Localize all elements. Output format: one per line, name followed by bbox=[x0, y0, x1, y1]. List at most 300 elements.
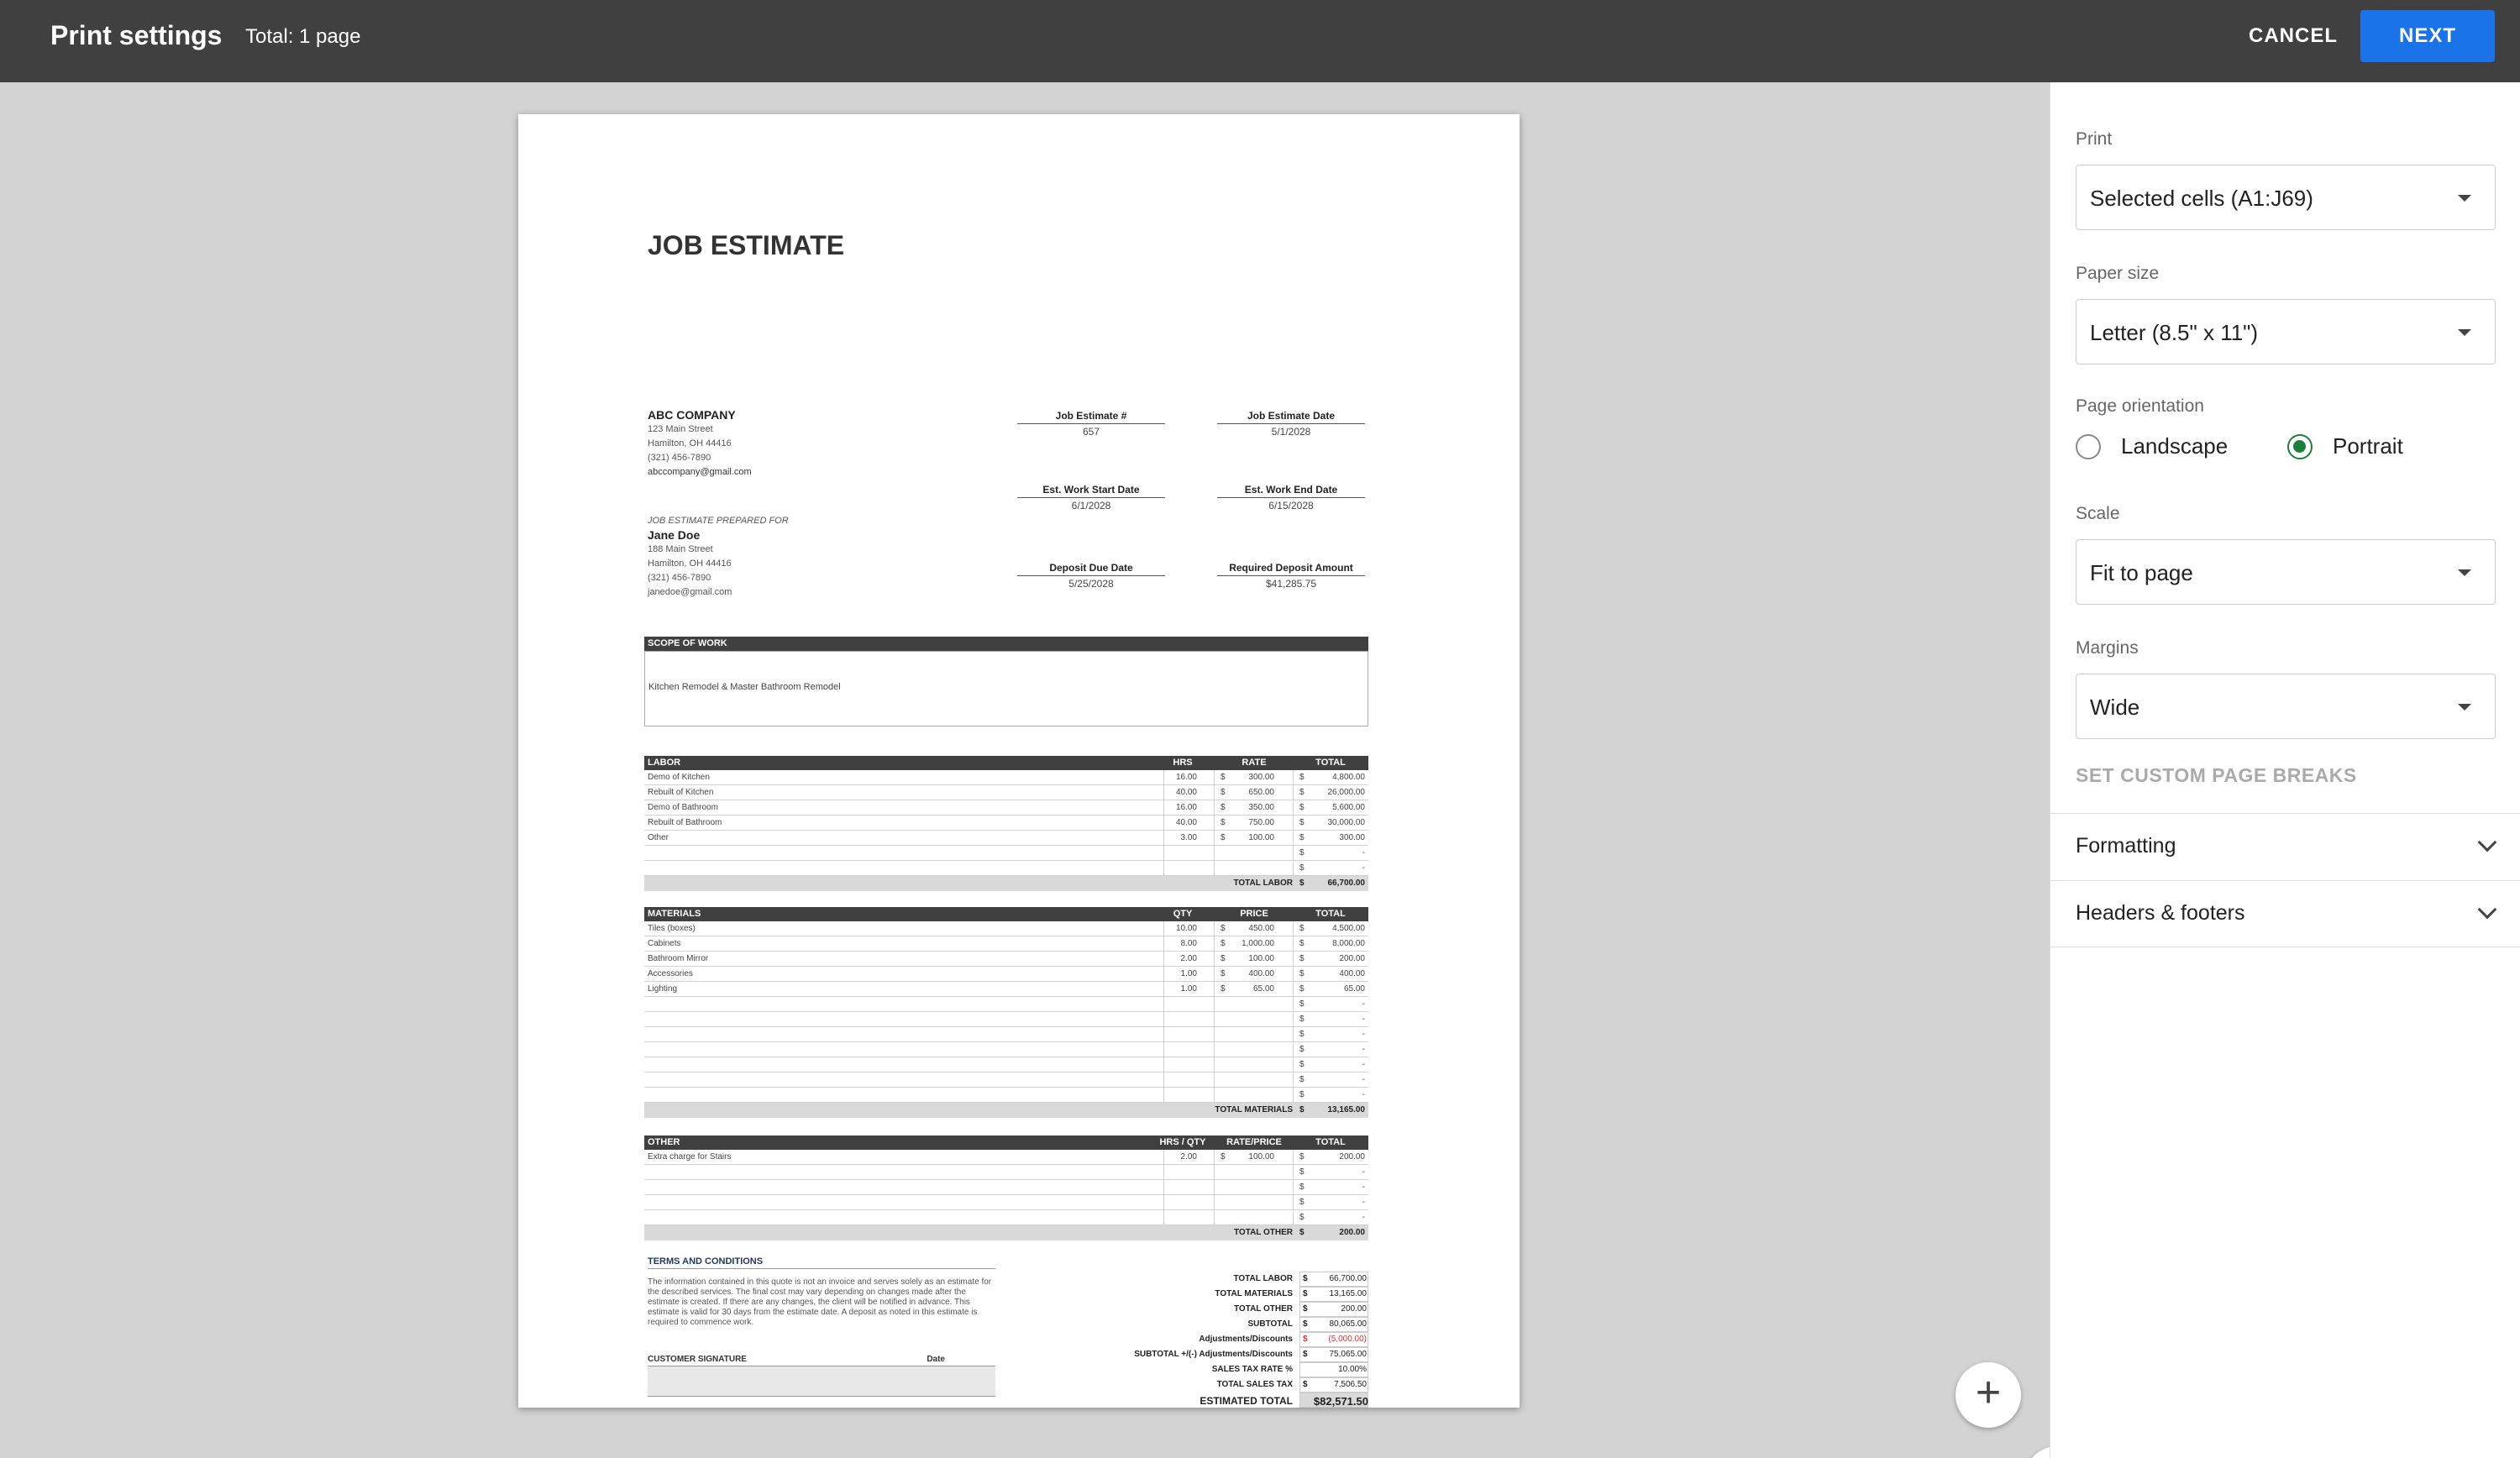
currency-symbol: $ bbox=[1221, 803, 1226, 812]
totals-value: 80,065.00 bbox=[1329, 1319, 1367, 1329]
row-description: Demo of Bathroom bbox=[648, 803, 718, 812]
column-divider bbox=[1293, 1150, 1294, 1165]
column-divider bbox=[1214, 785, 1215, 800]
table-row bbox=[644, 921, 1368, 936]
preview-page bbox=[518, 114, 1520, 1408]
row-total: 30,000.00 bbox=[1327, 818, 1365, 827]
table-row bbox=[644, 785, 1368, 800]
field-estimate-number bbox=[1017, 410, 1165, 438]
row-total: 26,000.00 bbox=[1327, 788, 1365, 797]
totals-label: TOTAL OTHER bbox=[1234, 1304, 1293, 1314]
row-total: - bbox=[1362, 1198, 1365, 1207]
currency-symbol: $ bbox=[1303, 1274, 1308, 1283]
column-divider bbox=[1214, 936, 1215, 952]
currency-symbol: $ bbox=[1303, 1304, 1308, 1314]
table-row bbox=[644, 936, 1368, 952]
column-divider bbox=[1293, 1073, 1294, 1088]
field-label: Job Estimate Date bbox=[1217, 410, 1365, 424]
custom-page-breaks-button[interactable]: SET CUSTOM PAGE BREAKS bbox=[2076, 764, 2357, 786]
signature-label: CUSTOMER SIGNATURE bbox=[648, 1355, 747, 1364]
other-total-row bbox=[644, 1225, 1368, 1240]
column-divider bbox=[1293, 1042, 1294, 1057]
row-total: 4,500.00 bbox=[1332, 924, 1365, 933]
column-divider bbox=[1293, 1195, 1294, 1210]
column-divider bbox=[1293, 770, 1294, 785]
orientation-label: Page orientation bbox=[2076, 396, 2204, 416]
row-quantity: 8.00 bbox=[1180, 939, 1197, 948]
field-label: Deposit Due Date bbox=[1017, 562, 1165, 576]
currency-symbol: $ bbox=[1299, 939, 1305, 948]
currency-symbol: $ bbox=[1299, 773, 1305, 782]
totals-row bbox=[1068, 1287, 1368, 1302]
headers-footers-label: Headers & footers bbox=[2076, 901, 2245, 925]
column-divider bbox=[1214, 1042, 1215, 1057]
paper-size-select[interactable] bbox=[2076, 299, 2496, 364]
column-divider bbox=[1163, 1210, 1164, 1225]
scope-section bbox=[644, 637, 1368, 726]
row-rate: 400.00 bbox=[1248, 969, 1274, 978]
other-section bbox=[644, 1135, 1368, 1240]
column-divider bbox=[1214, 1088, 1215, 1103]
column-divider bbox=[1163, 1165, 1164, 1180]
table-row bbox=[644, 982, 1368, 997]
field-start-date bbox=[1017, 484, 1165, 511]
row-total: - bbox=[1362, 1213, 1365, 1222]
column-divider bbox=[1214, 831, 1215, 846]
section-title: LABOR bbox=[648, 758, 681, 768]
currency-symbol: $ bbox=[1299, 788, 1305, 797]
column-divider bbox=[1293, 1057, 1294, 1073]
sum-value: 13,165.00 bbox=[1327, 1105, 1365, 1114]
currency-symbol: $ bbox=[1221, 773, 1226, 782]
row-quantity: 40.00 bbox=[1175, 818, 1197, 827]
page-count: Total: 1 page bbox=[245, 25, 361, 48]
currency-symbol: $ bbox=[1221, 1152, 1226, 1162]
column-divider bbox=[1163, 1195, 1164, 1210]
col-qty-header: QTY bbox=[1173, 909, 1193, 919]
company-phone: (321) 456-7890 bbox=[648, 453, 711, 463]
row-quantity: 3.00 bbox=[1180, 833, 1197, 842]
portrait-label: Portrait bbox=[2333, 433, 2403, 459]
dropdown-arrow-icon bbox=[2458, 195, 2471, 202]
currency-symbol: $ bbox=[1299, 803, 1305, 812]
margins-label: Margins bbox=[2076, 638, 2139, 658]
totals-value: 10.00% bbox=[1338, 1365, 1367, 1374]
signature-box bbox=[648, 1366, 995, 1397]
col-total-header: TOTAL bbox=[1315, 1137, 1346, 1147]
column-divider bbox=[1214, 800, 1215, 816]
totals-row bbox=[1068, 1272, 1368, 1287]
table-row bbox=[644, 1088, 1368, 1103]
currency-symbol: $ bbox=[1299, 878, 1305, 888]
labor-section bbox=[644, 756, 1368, 891]
column-divider bbox=[1163, 1027, 1164, 1042]
column-divider bbox=[1293, 982, 1294, 997]
other-header bbox=[644, 1135, 1368, 1150]
terms-header: TERMS AND CONDITIONS bbox=[648, 1256, 995, 1269]
row-description: Other bbox=[648, 833, 669, 842]
company-name: ABC COMPANY bbox=[648, 408, 736, 422]
currency-symbol: $ bbox=[1299, 1213, 1305, 1222]
currency-symbol: $ bbox=[1299, 1090, 1305, 1099]
row-quantity: 16.00 bbox=[1175, 803, 1197, 812]
column-divider bbox=[1293, 1210, 1294, 1225]
chevron-down-icon bbox=[2478, 900, 2497, 920]
row-rate: 100.00 bbox=[1248, 1152, 1274, 1162]
col-total-header: TOTAL bbox=[1315, 758, 1346, 768]
table-row bbox=[644, 1012, 1368, 1027]
table-row bbox=[644, 1150, 1368, 1165]
field-value: 657 bbox=[1082, 426, 1100, 438]
totals-label: Adjustments/Discounts bbox=[1199, 1335, 1293, 1344]
row-total: - bbox=[1362, 848, 1365, 857]
row-description: Rebuilt of Kitchen bbox=[648, 788, 714, 797]
column-divider bbox=[1214, 1057, 1215, 1073]
column-divider bbox=[1293, 952, 1294, 967]
field-end-date bbox=[1217, 484, 1365, 511]
totals-label: TOTAL LABOR bbox=[1233, 1274, 1293, 1283]
scope-header: SCOPE OF WORK bbox=[644, 637, 1368, 651]
currency-symbol: $ bbox=[1303, 1350, 1308, 1359]
row-total: 400.00 bbox=[1339, 969, 1365, 978]
next-button[interactable]: NEXT bbox=[2360, 10, 2495, 62]
row-rate: 100.00 bbox=[1248, 954, 1274, 963]
dropdown-arrow-icon bbox=[2458, 704, 2471, 711]
column-divider bbox=[1293, 816, 1294, 831]
field-estimate-date bbox=[1217, 410, 1365, 438]
row-rate: 450.00 bbox=[1248, 924, 1274, 933]
row-quantity: 1.00 bbox=[1180, 984, 1197, 994]
table-row bbox=[644, 967, 1368, 982]
doc-title: JOB ESTIMATE bbox=[648, 230, 845, 260]
radio-unchecked-icon bbox=[2076, 434, 2101, 459]
currency-symbol: $ bbox=[1299, 1183, 1305, 1192]
row-description: Cabinets bbox=[648, 939, 681, 948]
column-divider bbox=[1214, 861, 1215, 876]
prepared-for bbox=[648, 514, 789, 600]
totals-row bbox=[1068, 1377, 1368, 1392]
totals-label: TOTAL SALES TAX bbox=[1216, 1380, 1293, 1389]
field-label: Est. Work Start Date bbox=[1017, 484, 1165, 498]
terms-section bbox=[648, 1256, 995, 1397]
totals-row bbox=[1068, 1332, 1368, 1347]
table-row bbox=[644, 861, 1368, 876]
totals-row bbox=[1068, 1317, 1368, 1332]
currency-symbol: $ bbox=[1299, 1045, 1305, 1054]
sum-value: 66,700.00 bbox=[1327, 878, 1365, 888]
row-rate: 300.00 bbox=[1248, 773, 1274, 782]
client-city: Hamilton, OH 44416 bbox=[648, 559, 732, 569]
totals-value: 200.00 bbox=[1341, 1304, 1367, 1314]
column-divider bbox=[1214, 816, 1215, 831]
currency-symbol: $ bbox=[1221, 833, 1226, 842]
row-quantity: 40.00 bbox=[1175, 788, 1197, 797]
column-divider bbox=[1293, 1165, 1294, 1180]
field-value: 6/15/2028 bbox=[1268, 500, 1314, 511]
col-rate-header: PRICE bbox=[1240, 909, 1268, 919]
paper-size-value: Letter (8.5" x 11") bbox=[2090, 320, 2259, 345]
column-divider bbox=[1163, 1042, 1164, 1057]
radio-checked-icon bbox=[2287, 434, 2313, 459]
field-value: 5/25/2028 bbox=[1068, 578, 1114, 590]
column-divider bbox=[1163, 1088, 1164, 1103]
table-row bbox=[644, 997, 1368, 1012]
table-row bbox=[644, 800, 1368, 816]
column-divider bbox=[1214, 967, 1215, 982]
row-quantity: 16.00 bbox=[1175, 773, 1197, 782]
section-title: OTHER bbox=[648, 1137, 680, 1147]
currency-symbol: $ bbox=[1221, 924, 1226, 933]
table-row bbox=[644, 1165, 1368, 1180]
cancel-button[interactable]: CANCEL bbox=[2233, 10, 2354, 62]
column-divider bbox=[1163, 1057, 1164, 1073]
field-label: Est. Work End Date bbox=[1217, 484, 1365, 498]
column-divider bbox=[1214, 770, 1215, 785]
formatting-accordion[interactable] bbox=[2050, 813, 2520, 880]
totals-value: 13,165.00 bbox=[1329, 1289, 1367, 1298]
row-rate: 65.00 bbox=[1252, 984, 1274, 994]
column-divider bbox=[1163, 997, 1164, 1012]
currency-symbol: $ bbox=[1221, 984, 1226, 994]
currency-symbol: $ bbox=[1221, 818, 1226, 827]
column-divider bbox=[1214, 997, 1215, 1012]
col-rate-header: RATE bbox=[1242, 758, 1267, 768]
chevron-down-icon bbox=[2478, 833, 2497, 852]
column-divider bbox=[1293, 1088, 1294, 1103]
table-row bbox=[644, 770, 1368, 785]
column-divider bbox=[1214, 1210, 1215, 1225]
totals-row bbox=[1068, 1392, 1368, 1408]
column-divider bbox=[1293, 1027, 1294, 1042]
row-total: - bbox=[1362, 999, 1365, 1009]
currency-symbol: $ bbox=[1299, 954, 1305, 963]
row-total: 300.00 bbox=[1339, 833, 1365, 842]
totals-value: 66,700.00 bbox=[1329, 1274, 1367, 1283]
currency-symbol: $ bbox=[1303, 1289, 1308, 1298]
currency-symbol: $ bbox=[1299, 924, 1305, 933]
materials-header bbox=[644, 907, 1368, 921]
row-description: Tiles (boxes) bbox=[648, 924, 696, 933]
row-rate: 1,000.00 bbox=[1242, 939, 1274, 948]
row-description: Demo of Kitchen bbox=[648, 773, 710, 782]
row-total: - bbox=[1362, 1183, 1365, 1192]
currency-symbol: $ bbox=[1221, 954, 1226, 963]
row-description: Rebuilt of Bathroom bbox=[648, 818, 722, 827]
currency-symbol: $ bbox=[1299, 863, 1305, 873]
row-total: - bbox=[1362, 1045, 1365, 1054]
currency-symbol: $ bbox=[1299, 1167, 1305, 1177]
table-row bbox=[644, 816, 1368, 831]
portrait-radio[interactable] bbox=[2287, 433, 2403, 459]
column-divider bbox=[1163, 1180, 1164, 1195]
row-quantity: 1.00 bbox=[1180, 969, 1197, 978]
column-divider bbox=[1163, 861, 1164, 876]
row-total: 65.00 bbox=[1343, 984, 1365, 994]
row-quantity: 10.00 bbox=[1175, 924, 1197, 933]
field-deposit-amount bbox=[1217, 562, 1365, 590]
row-total: - bbox=[1362, 1075, 1365, 1084]
signature-row bbox=[648, 1355, 995, 1366]
column-divider bbox=[1214, 952, 1215, 967]
currency-symbol: $ bbox=[1299, 1015, 1305, 1024]
row-total: - bbox=[1362, 1090, 1365, 1099]
scope-body bbox=[644, 651, 1368, 726]
currency-symbol: $ bbox=[1299, 848, 1305, 857]
sum-label: TOTAL MATERIALS bbox=[1215, 1105, 1293, 1114]
column-divider bbox=[1163, 1073, 1164, 1088]
page-title: Print settings bbox=[50, 20, 223, 50]
column-divider bbox=[1293, 800, 1294, 816]
currency-symbol: $ bbox=[1299, 1060, 1305, 1069]
col-qty-header: HRS / QTY bbox=[1159, 1137, 1206, 1147]
materials-section bbox=[644, 907, 1368, 1118]
materials-total-row bbox=[644, 1103, 1368, 1118]
print-preview bbox=[0, 82, 2050, 1458]
totals-row bbox=[1068, 1362, 1368, 1377]
paper-size-label: Paper size bbox=[2076, 264, 2160, 283]
currency-symbol: $ bbox=[1303, 1335, 1308, 1344]
row-total: 8,000.00 bbox=[1332, 939, 1365, 948]
row-total: - bbox=[1362, 863, 1365, 873]
currency-symbol: $ bbox=[1299, 1030, 1305, 1039]
labor-total-row bbox=[644, 876, 1368, 891]
row-total: 4,800.00 bbox=[1332, 773, 1365, 782]
row-rate: 350.00 bbox=[1248, 803, 1274, 812]
company-street: 123 Main Street bbox=[648, 424, 713, 434]
scale-label: Scale bbox=[2076, 504, 2120, 523]
row-total: 200.00 bbox=[1339, 954, 1365, 963]
labor-header bbox=[644, 756, 1368, 770]
print-value: Selected cells (A1:J69) bbox=[2090, 186, 2313, 211]
column-divider bbox=[1214, 1165, 1215, 1180]
totals-label: SALES TAX RATE % bbox=[1211, 1365, 1293, 1374]
client-street: 188 Main Street bbox=[648, 544, 713, 554]
currency-symbol: $ bbox=[1221, 939, 1226, 948]
col-total-header: TOTAL bbox=[1315, 909, 1346, 919]
column-divider bbox=[1293, 1180, 1294, 1195]
dropdown-arrow-icon bbox=[2458, 329, 2471, 336]
currency-symbol: $ bbox=[1299, 818, 1305, 827]
column-divider bbox=[1293, 831, 1294, 846]
zoom-in-button[interactable] bbox=[1956, 1362, 2021, 1428]
totals-value: (5,000.00) bbox=[1328, 1335, 1367, 1344]
currency-symbol: $ bbox=[1299, 969, 1305, 978]
row-description: Lighting bbox=[648, 984, 678, 994]
sum-value: 200.00 bbox=[1339, 1228, 1365, 1237]
column-divider bbox=[1163, 846, 1164, 861]
currency-symbol: $ bbox=[1299, 833, 1305, 842]
table-row bbox=[644, 1042, 1368, 1057]
table-row bbox=[644, 846, 1368, 861]
row-rate: 100.00 bbox=[1248, 833, 1274, 842]
prepared-label: JOB ESTIMATE PREPARED FOR bbox=[648, 516, 789, 526]
table-row bbox=[644, 1057, 1368, 1073]
field-label: Job Estimate # bbox=[1017, 410, 1165, 424]
row-total: 200.00 bbox=[1339, 1152, 1365, 1162]
company-info bbox=[648, 408, 752, 480]
column-divider bbox=[1214, 982, 1215, 997]
print-select[interactable] bbox=[2076, 165, 2496, 230]
totals-value: $82,571.50 bbox=[1313, 1395, 1368, 1408]
row-rate: 750.00 bbox=[1248, 818, 1274, 827]
currency-symbol: $ bbox=[1221, 969, 1226, 978]
row-description: Accessories bbox=[648, 969, 693, 978]
margins-select[interactable] bbox=[2076, 674, 2496, 739]
totals-label: SUBTOTAL +/(-) Adjustments/Discounts bbox=[1134, 1350, 1293, 1359]
row-total: - bbox=[1362, 1030, 1365, 1039]
column-divider bbox=[1293, 921, 1294, 936]
field-value: $41,285.75 bbox=[1265, 578, 1317, 590]
column-divider bbox=[1293, 861, 1294, 876]
row-total: - bbox=[1362, 1015, 1365, 1024]
currency-symbol: $ bbox=[1299, 1105, 1305, 1114]
client-email: janedoe@gmail.com bbox=[648, 587, 732, 597]
table-row bbox=[644, 1195, 1368, 1210]
table-row bbox=[644, 1210, 1368, 1225]
column-divider bbox=[1214, 1073, 1215, 1088]
table-row bbox=[644, 1180, 1368, 1195]
headers-footers-accordion[interactable] bbox=[2050, 880, 2520, 947]
scope-text: Kitchen Remodel & Master Bathroom Remodel bbox=[648, 682, 841, 692]
field-deposit-due bbox=[1017, 562, 1165, 590]
column-divider bbox=[1293, 785, 1294, 800]
row-total: 5,600.00 bbox=[1332, 803, 1365, 812]
formatting-label: Formatting bbox=[2076, 834, 2176, 857]
client-name: Jane Doe bbox=[648, 528, 701, 542]
column-divider bbox=[1214, 1027, 1215, 1042]
column-divider bbox=[1293, 1012, 1294, 1027]
column-divider bbox=[1293, 936, 1294, 952]
landscape-radio[interactable] bbox=[2076, 433, 2228, 459]
top-bar bbox=[0, 0, 2520, 82]
row-total: - bbox=[1362, 1167, 1365, 1177]
scale-value: Fit to page bbox=[2090, 560, 2193, 585]
column-divider bbox=[1214, 846, 1215, 861]
company-email: abccompany@gmail.com bbox=[648, 467, 752, 477]
totals-row bbox=[1068, 1347, 1368, 1362]
currency-symbol: $ bbox=[1299, 1152, 1305, 1162]
terms-text: The information contained in this quote is not an invoice and serves solely as an estimate for the described services. The final cost may vary depending on changes made after the estimate is created. If there are any changes, the client will be notified in advance. This estimate is valid for 30 days from the estimate date. A deposit as noted in this estimate is required to commence work. bbox=[648, 1277, 992, 1327]
column-divider bbox=[1214, 1195, 1215, 1210]
print-label: Print bbox=[2076, 129, 2113, 149]
column-divider bbox=[1163, 1012, 1164, 1027]
column-divider bbox=[1293, 997, 1294, 1012]
margins-value: Wide bbox=[2090, 695, 2140, 720]
currency-symbol: $ bbox=[1299, 999, 1305, 1009]
table-row bbox=[644, 831, 1368, 846]
row-description: Extra charge for Stairs bbox=[648, 1152, 732, 1162]
field-value: 6/1/2028 bbox=[1071, 500, 1111, 511]
currency-symbol: $ bbox=[1299, 1198, 1305, 1207]
totals-value: 7,506.50 bbox=[1334, 1380, 1367, 1389]
row-description: Bathroom Mirror bbox=[648, 954, 709, 963]
scale-select[interactable] bbox=[2076, 539, 2496, 605]
column-divider bbox=[1214, 921, 1215, 936]
field-label: Required Deposit Amount bbox=[1217, 562, 1365, 576]
currency-symbol: $ bbox=[1221, 788, 1226, 797]
col-rate-header: RATE/PRICE bbox=[1226, 1137, 1282, 1147]
currency-symbol: $ bbox=[1303, 1319, 1308, 1329]
date-label: Date bbox=[927, 1355, 945, 1364]
settings-panel bbox=[2050, 82, 2520, 1458]
row-total: - bbox=[1362, 1060, 1365, 1069]
currency-symbol: $ bbox=[1299, 984, 1305, 994]
dropdown-arrow-icon bbox=[2458, 569, 2471, 576]
column-divider bbox=[1214, 1150, 1215, 1165]
totals-row bbox=[1068, 1302, 1368, 1317]
client-phone: (321) 456-7890 bbox=[648, 573, 711, 583]
currency-symbol: $ bbox=[1299, 1228, 1305, 1237]
